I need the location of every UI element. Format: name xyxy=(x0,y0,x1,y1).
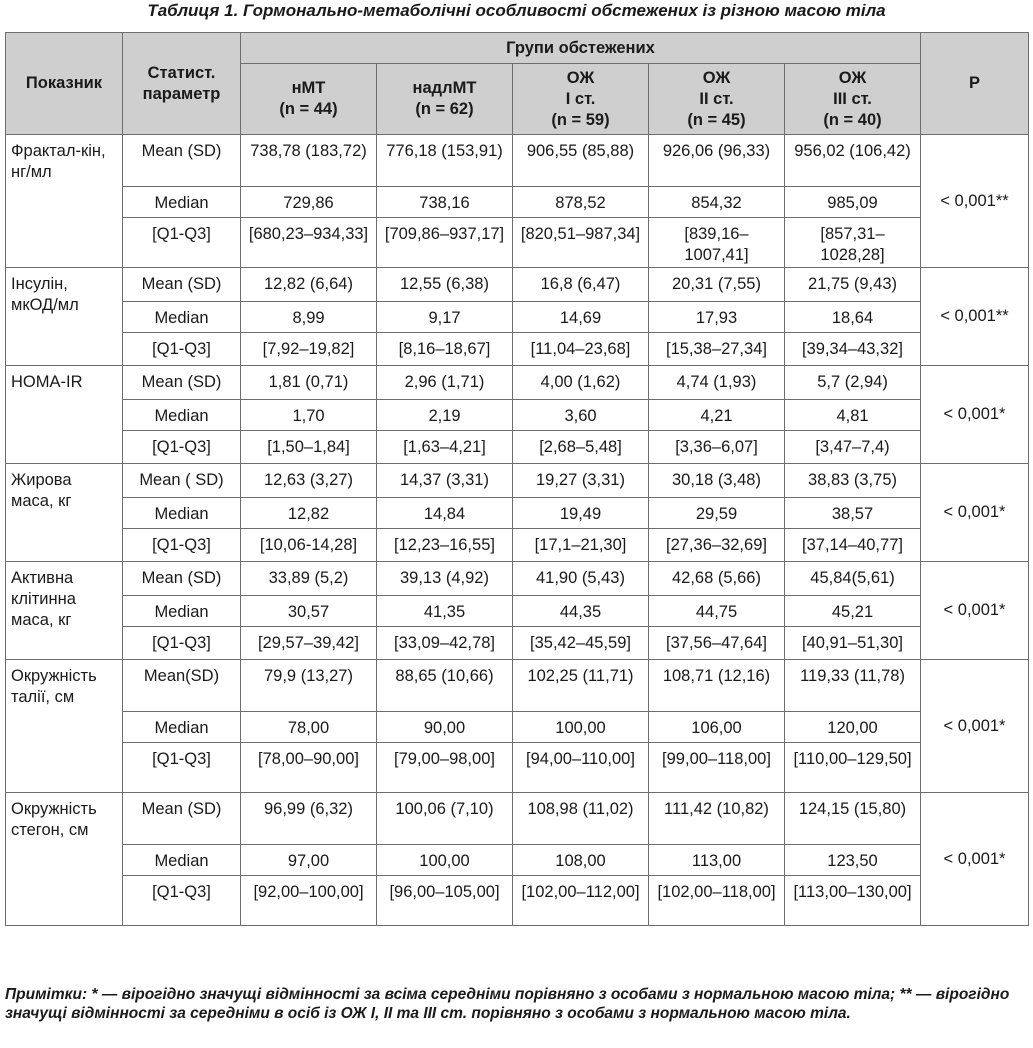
value-cell: 985,09 xyxy=(785,187,921,218)
value-cell: [79,00–98,00] xyxy=(377,743,513,793)
table-row xyxy=(6,302,1029,333)
value-cell: [35,42–45,59] xyxy=(513,627,649,660)
header-group-name: ОЖ xyxy=(566,68,595,87)
table-row xyxy=(6,366,1029,400)
header-group-n: (n = 40) xyxy=(823,110,882,129)
header-group-stage: ІІ ст. xyxy=(699,89,734,108)
stat-param-cell: Median xyxy=(123,712,241,743)
value-cell: [33,09–42,78] xyxy=(377,627,513,660)
value-cell: 45,21 xyxy=(785,596,921,627)
value-cell: [11,04–23,68] xyxy=(513,333,649,366)
value-cell: 38,57 xyxy=(785,498,921,529)
value-cell: 12,55 (6,38) xyxy=(377,268,513,302)
p-value-cell: < 0,001** xyxy=(921,268,1029,366)
value-cell: 4,74 (1,93) xyxy=(649,366,785,400)
value-cell: [839,16–1007,41] xyxy=(649,218,785,268)
header-groups-title: Групи обстежених xyxy=(241,33,921,64)
table-body xyxy=(6,135,1029,926)
stat-param-cell: Mean(SD) xyxy=(123,660,241,712)
stat-param-cell: [Q1-Q3] xyxy=(123,627,241,660)
value-cell: 19,27 (3,31) xyxy=(513,464,649,498)
stat-param-cell: [Q1-Q3] xyxy=(123,743,241,793)
value-cell: 100,00 xyxy=(513,712,649,743)
stat-param-cell: Mean (SD) xyxy=(123,562,241,596)
header-group-stage: ІІІ ст. xyxy=(833,89,872,108)
value-cell: [113,00–130,00] xyxy=(785,876,921,926)
table-caption: Таблиця 1. Гормонально-метаболічні особливості обстежених із різною масою тіла xyxy=(147,1,886,20)
value-cell: [37,56–47,64] xyxy=(649,627,785,660)
table-row xyxy=(6,627,1029,660)
value-cell: [8,16–18,67] xyxy=(377,333,513,366)
value-cell: [96,00–105,00] xyxy=(377,876,513,926)
indicator-cell: HOMA-IR xyxy=(6,366,123,464)
value-cell: 4,81 xyxy=(785,400,921,431)
value-cell: [709,86–937,17] xyxy=(377,218,513,268)
table-row xyxy=(6,793,1029,845)
header-group-n: (n = 45) xyxy=(687,110,746,129)
stat-param-cell: [Q1-Q3] xyxy=(123,876,241,926)
p-value-cell: < 0,001* xyxy=(921,366,1029,464)
value-cell: 96,99 (6,32) xyxy=(241,793,377,845)
value-cell: 100,00 xyxy=(377,845,513,876)
value-cell: 3,60 xyxy=(513,400,649,431)
value-cell: 12,82 xyxy=(241,498,377,529)
value-cell: 2,96 (1,71) xyxy=(377,366,513,400)
header-group-4 xyxy=(649,64,785,135)
value-cell: [2,68–5,48] xyxy=(513,431,649,464)
value-cell: 19,49 xyxy=(513,498,649,529)
header-group-2 xyxy=(377,64,513,135)
value-cell: 776,18 (153,91) xyxy=(377,135,513,187)
value-cell: 78,00 xyxy=(241,712,377,743)
header-group-3 xyxy=(513,64,649,135)
value-cell: 9,17 xyxy=(377,302,513,333)
header-p: P xyxy=(921,33,1029,135)
value-cell: 30,18 (3,48) xyxy=(649,464,785,498)
table-row xyxy=(6,876,1029,926)
value-cell: 41,90 (5,43) xyxy=(513,562,649,596)
value-cell: 878,52 xyxy=(513,187,649,218)
value-cell: [39,34–43,32] xyxy=(785,333,921,366)
value-cell: [92,00–100,00] xyxy=(241,876,377,926)
stat-param-cell: Mean (SD) xyxy=(123,366,241,400)
header-group-name: надлМТ xyxy=(412,79,477,97)
value-cell: 39,13 (4,92) xyxy=(377,562,513,596)
value-cell: 1,70 xyxy=(241,400,377,431)
header-indicator: Показник xyxy=(6,33,123,135)
table-row xyxy=(6,431,1029,464)
value-cell: [17,1–21,30] xyxy=(513,529,649,562)
table-row xyxy=(6,498,1029,529)
table-row xyxy=(6,464,1029,498)
value-cell: 33,89 (5,2) xyxy=(241,562,377,596)
header-group-n: (n = 62) xyxy=(415,100,474,118)
value-cell: 2,19 xyxy=(377,400,513,431)
value-cell: 729,86 xyxy=(241,187,377,218)
value-cell: 102,25 (11,71) xyxy=(513,660,649,712)
table-row xyxy=(6,712,1029,743)
value-cell: 108,71 (12,16) xyxy=(649,660,785,712)
header-group-name: нМТ xyxy=(291,79,326,97)
value-cell: 926,06 (96,33) xyxy=(649,135,785,187)
value-cell: 21,75 (9,43) xyxy=(785,268,921,302)
value-cell: [680,23–934,33] xyxy=(241,218,377,268)
p-value-cell: < 0,001** xyxy=(921,135,1029,268)
stat-param-cell: Mean (SD) xyxy=(123,135,241,187)
value-cell: 5,7 (2,94) xyxy=(785,366,921,400)
table-row xyxy=(6,135,1029,187)
table-row xyxy=(6,743,1029,793)
value-cell: 4,00 (1,62) xyxy=(513,366,649,400)
value-cell: 41,35 xyxy=(377,596,513,627)
value-cell: [94,00–110,00] xyxy=(513,743,649,793)
p-value-cell: < 0,001* xyxy=(921,660,1029,793)
table-row xyxy=(6,333,1029,366)
value-cell: 42,68 (5,66) xyxy=(649,562,785,596)
value-cell: [99,00–118,00] xyxy=(649,743,785,793)
table-header xyxy=(6,33,1029,135)
value-cell: 108,98 (11,02) xyxy=(513,793,649,845)
table-row xyxy=(6,529,1029,562)
value-cell: 12,63 (3,27) xyxy=(241,464,377,498)
value-cell: [40,91–51,30] xyxy=(785,627,921,660)
stat-param-cell: Mean ( SD) xyxy=(123,464,241,498)
stat-param-cell: Mean (SD) xyxy=(123,268,241,302)
header-group-5 xyxy=(785,64,921,135)
table-row xyxy=(6,596,1029,627)
stat-param-cell: Median xyxy=(123,596,241,627)
value-cell: 44,35 xyxy=(513,596,649,627)
value-cell: [1,63–4,21] xyxy=(377,431,513,464)
value-cell: 90,00 xyxy=(377,712,513,743)
value-cell: 79,9 (13,27) xyxy=(241,660,377,712)
value-cell: [102,00–118,00] xyxy=(649,876,785,926)
header-group-n: (n = 44) xyxy=(279,100,338,118)
table-row xyxy=(6,400,1029,431)
header-stat-param: Статист. параметр xyxy=(123,33,241,135)
indicator-cell: Окружність стегон, см xyxy=(6,793,123,926)
value-cell: [3,47–7,4) xyxy=(785,431,921,464)
value-cell: 120,00 xyxy=(785,712,921,743)
stat-param-cell: [Q1-Q3] xyxy=(123,218,241,268)
value-cell: 14,84 xyxy=(377,498,513,529)
value-cell: 738,16 xyxy=(377,187,513,218)
indicator-cell: Окружність талії, см xyxy=(6,660,123,793)
p-value-cell: < 0,001* xyxy=(921,793,1029,926)
value-cell: 124,15 (15,80) xyxy=(785,793,921,845)
value-cell: 113,00 xyxy=(649,845,785,876)
stat-param-cell: Median xyxy=(123,187,241,218)
value-cell: 854,32 xyxy=(649,187,785,218)
value-cell: 44,75 xyxy=(649,596,785,627)
value-cell: 123,50 xyxy=(785,845,921,876)
value-cell: 906,55 (85,88) xyxy=(513,135,649,187)
stat-param-cell: Median xyxy=(123,845,241,876)
value-cell: 16,8 (6,47) xyxy=(513,268,649,302)
value-cell: 100,06 (7,10) xyxy=(377,793,513,845)
p-value-cell: < 0,001* xyxy=(921,464,1029,562)
value-cell: 18,64 xyxy=(785,302,921,333)
value-cell: [15,38–27,34] xyxy=(649,333,785,366)
stat-param-cell: [Q1-Q3] xyxy=(123,333,241,366)
value-cell: [27,36–32,69] xyxy=(649,529,785,562)
stat-param-cell: [Q1-Q3] xyxy=(123,529,241,562)
indicator-cell: Інсулін, мкОД/мл xyxy=(6,268,123,366)
value-cell: [29,57–39,42] xyxy=(241,627,377,660)
value-cell: [37,14–40,77] xyxy=(785,529,921,562)
indicator-cell: Жирова маса, кг xyxy=(6,464,123,562)
value-cell: 38,83 (3,75) xyxy=(785,464,921,498)
header-group-name: ОЖ xyxy=(838,68,867,87)
value-cell: 106,00 xyxy=(649,712,785,743)
value-cell: [102,00–112,00] xyxy=(513,876,649,926)
header-group-n: (n = 59) xyxy=(551,110,610,129)
p-value-cell: < 0,001* xyxy=(921,562,1029,660)
table-row xyxy=(6,268,1029,302)
value-cell: [78,00–90,00] xyxy=(241,743,377,793)
value-cell: 45,84(5,61) xyxy=(785,562,921,596)
value-cell: 97,00 xyxy=(241,845,377,876)
value-cell: 8,99 xyxy=(241,302,377,333)
value-cell: 956,02 (106,42) xyxy=(785,135,921,187)
table-row xyxy=(6,187,1029,218)
table-row xyxy=(6,660,1029,712)
stat-param-cell: Median xyxy=(123,302,241,333)
value-cell: 12,82 (6,64) xyxy=(241,268,377,302)
stat-param-cell: Mean (SD) xyxy=(123,793,241,845)
value-cell: [10,06-14,28] xyxy=(241,529,377,562)
header-group-1 xyxy=(241,64,377,135)
stat-param-cell: [Q1-Q3] xyxy=(123,431,241,464)
value-cell: 119,33 (11,78) xyxy=(785,660,921,712)
value-cell: 17,93 xyxy=(649,302,785,333)
value-cell: 1,81 (0,71) xyxy=(241,366,377,400)
stat-param-cell: Median xyxy=(123,498,241,529)
header-group-name: ОЖ xyxy=(702,68,731,87)
value-cell: 30,57 xyxy=(241,596,377,627)
value-cell: [820,51–987,34] xyxy=(513,218,649,268)
header-group-stage: І ст. xyxy=(565,89,596,108)
value-cell: 14,69 xyxy=(513,302,649,333)
value-cell: 4,21 xyxy=(649,400,785,431)
value-cell: [3,36–6,07] xyxy=(649,431,785,464)
stat-param-cell: Median xyxy=(123,400,241,431)
value-cell: 108,00 xyxy=(513,845,649,876)
value-cell: 29,59 xyxy=(649,498,785,529)
value-cell: [1,50–1,84] xyxy=(241,431,377,464)
table-row xyxy=(6,218,1029,268)
value-cell: 111,42 (10,82) xyxy=(649,793,785,845)
data-table xyxy=(5,32,1029,926)
table-row xyxy=(6,845,1029,876)
value-cell: [857,31–1028,28] xyxy=(785,218,921,268)
value-cell: 20,31 (7,55) xyxy=(649,268,785,302)
value-cell: [12,23–16,55] xyxy=(377,529,513,562)
value-cell: [7,92–19,82] xyxy=(241,333,377,366)
value-cell: 88,65 (10,66) xyxy=(377,660,513,712)
value-cell: [110,00–129,50] xyxy=(785,743,921,793)
indicator-cell: Фрактал-кін, нг/мл xyxy=(6,135,123,268)
table-row xyxy=(6,562,1029,596)
table-notes: Примітки: * — вірогідно значущі відмінності за всіма середніми порівняно з особами з нормальною масою тіла; ** — вірогідно значущі відмінності за середніми в осіб із ОЖ І, ІІ та ІІІ ст. порівняно з особами з нормальною масою тіла. xyxy=(5,986,1010,1022)
value-cell: 14,37 (3,31) xyxy=(377,464,513,498)
value-cell: 738,78 (183,72) xyxy=(241,135,377,187)
indicator-cell: Активна клітинна маса, кг xyxy=(6,562,123,660)
